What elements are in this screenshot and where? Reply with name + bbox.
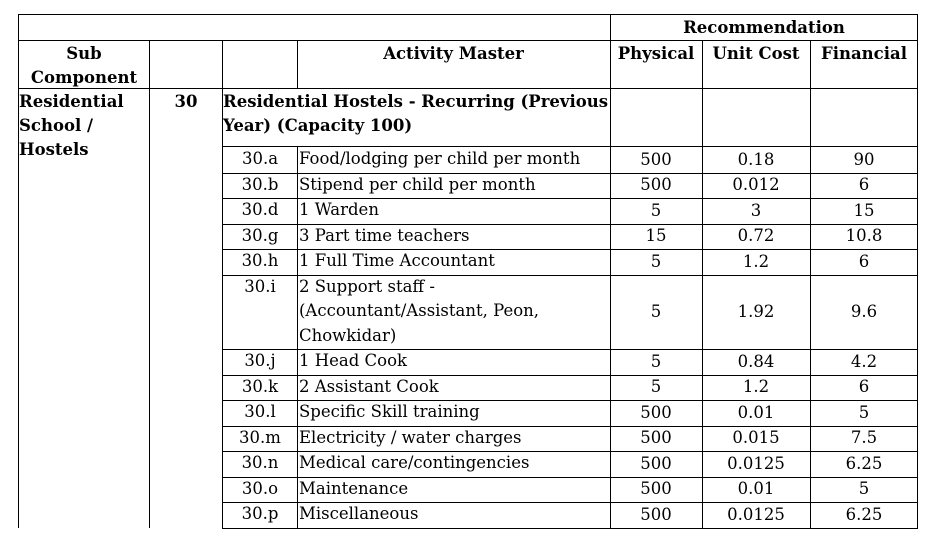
row-unit-cost: 0.0125	[727, 504, 785, 524]
grid-line	[222, 249, 918, 250]
row-financial: 6	[858, 251, 870, 271]
group-title	[223, 90, 609, 138]
row-activity	[299, 249, 610, 274]
grid-line	[702, 40, 703, 528]
row-code: 30.b	[241, 174, 279, 194]
row-activity-line: Stipend per child per month	[299, 174, 536, 194]
activity-table	[18, 14, 918, 524]
sub-component-header-line1: Sub	[66, 44, 102, 63]
grid-line	[222, 528, 918, 529]
grid-line	[222, 224, 918, 225]
row-activity	[299, 147, 610, 172]
row-activity-line: Miscellaneous	[299, 504, 419, 523]
row-activity	[299, 173, 610, 198]
row-financial: 5	[858, 402, 870, 422]
row-financial: 4.2	[850, 351, 878, 371]
row-unit-cost: 0.015	[732, 428, 780, 447]
row-unit-cost: 1.2	[742, 251, 770, 271]
row-activity	[299, 502, 610, 527]
row-physical: 500	[640, 149, 672, 169]
group-title-line1: Residential Hostels - Recurring (Previous	[223, 92, 609, 111]
sub-component-line2: School /	[19, 116, 94, 135]
sub-component-line3: Hostels	[19, 140, 89, 159]
row-financial: 90	[853, 149, 875, 169]
row-activity-line: Specific Skill training	[299, 402, 480, 421]
grid-line	[222, 275, 918, 276]
grid-line	[18, 14, 918, 15]
activity-master-header: Activity Master	[383, 44, 524, 63]
grid-line	[222, 502, 918, 503]
row-physical: 5	[650, 200, 662, 220]
row-activity-line: Medical care/contingencies	[299, 453, 530, 472]
row-activity	[299, 198, 610, 223]
grid-line	[222, 349, 918, 350]
row-activity-line: Electricity / water charges	[299, 427, 522, 447]
grid-line	[222, 173, 918, 174]
row-code: 30.i	[244, 276, 276, 296]
row-financial: 7.5	[850, 428, 878, 447]
row-physical: 5	[650, 351, 662, 371]
row-activity	[299, 349, 610, 374]
grid-line	[18, 14, 19, 528]
row-activity	[299, 224, 610, 249]
row-unit-cost: 1.2	[742, 377, 770, 396]
sub-component-header	[18, 42, 150, 90]
sub-component-name	[19, 90, 149, 162]
row-activity-line: Maintenance	[299, 478, 409, 498]
row-physical: 5	[650, 251, 662, 271]
row-physical: 15	[645, 226, 667, 245]
grid-line	[18, 88, 918, 89]
row-code: 30.m	[239, 427, 281, 447]
row-financial: 6.25	[845, 504, 883, 524]
row-activity-line: 2 Assistant Cook	[299, 376, 439, 396]
row-unit-cost: 0.0125	[727, 453, 785, 473]
row-activity	[299, 451, 610, 476]
grid-line	[297, 40, 298, 88]
grid-line	[222, 477, 918, 478]
grid-line	[810, 40, 811, 528]
recommendation-header: Recommendation	[683, 18, 845, 37]
row-code: 30.j	[244, 351, 276, 370]
group-title-line2: Year) (Capacity 100)	[223, 116, 413, 135]
row-activity	[299, 275, 610, 349]
grid-line	[222, 375, 918, 376]
row-activity-line: 1 Warden	[299, 200, 379, 219]
grid-line	[222, 146, 918, 147]
row-financial: 6	[858, 377, 870, 396]
grid-line	[222, 40, 223, 528]
row-unit-cost: 1.92	[737, 301, 775, 321]
row-activity-line: 1 Head Cook	[299, 351, 408, 370]
row-financial: 6	[858, 175, 870, 194]
row-physical: 500	[640, 453, 672, 473]
row-unit-cost: 0.01	[737, 479, 775, 498]
row-physical: 500	[640, 402, 672, 422]
grid-line	[610, 14, 611, 528]
row-code: 30.a	[241, 149, 279, 168]
row-unit-cost: 0.01	[737, 402, 775, 422]
row-financial: 15	[853, 200, 875, 220]
row-unit-cost: 3	[750, 200, 762, 220]
grid-line	[222, 198, 918, 199]
row-activity	[299, 375, 610, 400]
row-activity	[299, 400, 610, 425]
sub-component-header-line2: Component	[30, 68, 138, 87]
row-physical: 500	[640, 504, 672, 524]
row-code: 30.n	[241, 453, 279, 472]
row-financial: 5	[858, 479, 870, 498]
row-financial: 10.8	[845, 226, 883, 245]
grid-line	[297, 146, 298, 528]
row-code: 30.d	[241, 200, 279, 219]
grid-line	[18, 40, 918, 41]
row-code: 30.k	[241, 376, 279, 396]
row-physical: 500	[640, 479, 672, 498]
row-unit-cost: 0.012	[732, 175, 780, 194]
sub-component-line1: Residential	[19, 92, 124, 111]
row-physical: 5	[650, 301, 662, 321]
row-code: 30.p	[241, 504, 279, 523]
row-code: 30.l	[244, 402, 276, 421]
row-physical: 500	[640, 428, 672, 447]
grid-line	[222, 451, 918, 452]
row-activity-line: 3 Part time teachers	[299, 225, 470, 245]
grid-line	[149, 40, 150, 528]
grid-line	[222, 426, 918, 427]
row-activity	[299, 477, 610, 502]
row-activity-line: Food/lodging per child per month	[299, 149, 581, 168]
row-activity	[299, 426, 610, 451]
row-unit-cost: 0.84	[737, 351, 775, 371]
row-code: 30.g	[241, 225, 279, 245]
row-unit-cost: 0.72	[737, 226, 775, 245]
row-code: 30.o	[241, 478, 279, 498]
row-activity-line: 1 Full Time Accountant	[299, 251, 495, 270]
row-unit-cost: 0.18	[737, 149, 775, 169]
row-activity-line: (Accountant/Assistant, Peon,	[299, 301, 540, 320]
financial-header: Financial	[821, 44, 907, 63]
row-financial: 9.6	[850, 301, 878, 321]
row-physical: 500	[640, 175, 672, 194]
row-activity-line: Chowkidar)	[299, 325, 397, 345]
physical-header: Physical	[617, 44, 695, 63]
row-activity-line: 2 Support staff -	[299, 276, 435, 296]
grid-line	[917, 14, 918, 528]
row-code: 30.h	[241, 251, 279, 270]
grid-line	[222, 400, 918, 401]
unit-cost-header: Unit Cost	[712, 44, 800, 63]
row-financial: 6.25	[845, 453, 883, 473]
row-physical: 5	[650, 377, 662, 396]
group-code: 30	[174, 92, 198, 111]
